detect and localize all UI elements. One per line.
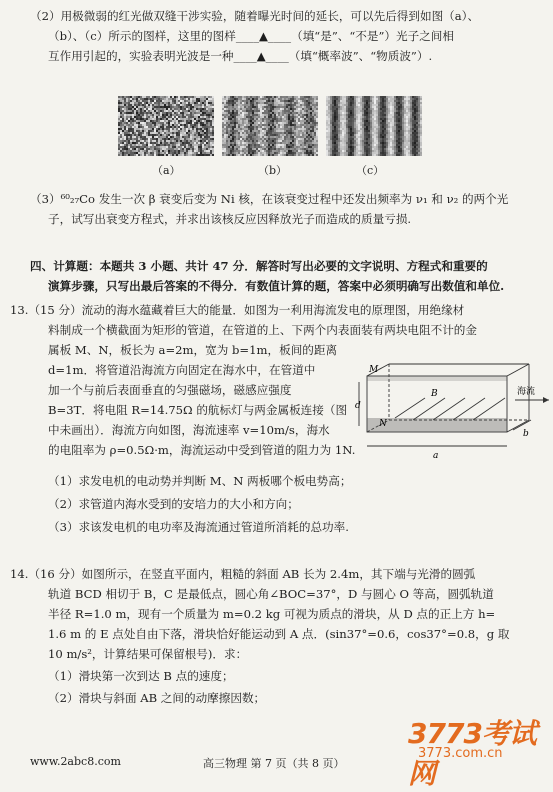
text-line: 演算步骤，只写出最后答案的不得分．有数值计算的题，答案中必须明确写出数值和单位. — [48, 279, 505, 293]
text-line: 属板 M、N，板长为 a=2m，宽为 b=1m，板间的距离 — [48, 343, 338, 357]
field-line — [433, 398, 465, 420]
field-line — [413, 398, 445, 420]
footer-site: www.2abc8.com — [30, 755, 121, 768]
figure-a-caption: （a） — [152, 164, 181, 177]
text-line: （2）求管道内海水受到的安培力的大小和方向； — [48, 497, 299, 511]
fringe-pattern — [118, 96, 214, 156]
figure-c-image — [326, 96, 422, 156]
text-line: （b）、（c）所示的图样，这里的图样____▲____（填“是”、“不是”）光子之间相 — [48, 29, 454, 43]
fringe-pattern — [326, 96, 422, 156]
text-line: 子，试写出衰变方程式，并求出该核反应因释放光子而造成的质量亏损. — [48, 212, 412, 226]
watermark-logo — [408, 712, 553, 792]
text-line: 中未画出）．海流方向如图，海流速率 v=10m/s，海水 — [48, 423, 330, 437]
text-line: （2）滑块与斜面 AB 之间的动摩擦因数； — [48, 691, 266, 705]
label-m: M — [369, 365, 379, 375]
label-b: b — [523, 429, 529, 439]
label-d: d — [355, 401, 361, 411]
text-line: 互作用引起的，实验表明光波是一种____▲____（填“概率波”、“物质波”）. — [48, 49, 433, 63]
text-line: 轨道 BCD 相切于 B，C 是最低点，圆心角∠BOC=37°，D 与圆心 O 等高，圆弧轨道 — [48, 587, 494, 601]
figure-c-caption: （c） — [356, 164, 385, 177]
watermark-sub: 3773.com.cn — [418, 746, 503, 761]
pipe-edge — [507, 364, 529, 376]
text-line: （1）求发电机的电动势并判断 M、N 两板哪个板电势高； — [48, 474, 352, 488]
figure-b-image — [222, 96, 318, 156]
text-line: 加一个与前后表面垂直的匀强磁场，磁感应强度 — [48, 383, 292, 397]
figure-a-image — [118, 96, 214, 156]
flow-arrowhead — [543, 397, 549, 403]
text-line: d=1m．将管道沿海流方向固定在海水中，在管道中 — [48, 363, 316, 377]
label-n: N — [379, 419, 387, 429]
plate-n — [367, 418, 507, 432]
text-line: B=3T．将电阻 R=14.75Ω 的航标灯与两金属板连接（图 — [48, 403, 348, 417]
text-line: 10 m/s²，计算结果可保留根号)．求： — [48, 647, 248, 661]
label-a: a — [433, 451, 439, 461]
pipe-diagram — [355, 358, 551, 466]
text-line: 四、计算题：本题共 3 小题、共计 47 分．解答时写出必要的文字说明、方程式和重要的 — [30, 259, 488, 273]
text-line: 的电阻率为 ρ=0.5Ω·m，海流运动中受到管道的阻力为 1N. — [48, 443, 356, 457]
field-line — [453, 398, 485, 420]
footer-page-number: 高三物理 第 7 页（共 8 页） — [203, 757, 345, 770]
text-line: 半径 R=1.0 m，现有一个质量为 m=0.2 kg 可视为质点的滑块，从 D 点的正上方 h= — [48, 607, 496, 621]
interference-figures — [118, 96, 430, 156]
fringe-pattern — [222, 96, 318, 156]
plate-m — [367, 376, 507, 381]
label-field-b: B — [431, 389, 438, 399]
text-line: （2）用极微弱的红光做双缝干涉实验，随着曝光时间的延长，可以先后得到如图（a）、 — [30, 9, 480, 23]
text-line: （3）求该发电机的电功率及海流通过管道所消耗的总功率. — [48, 520, 349, 534]
field-line — [473, 398, 505, 420]
watermark-main: 3773考试网 — [408, 717, 536, 790]
text-line: （3）⁶⁰₂₇Co 发生一次 β 衰变后变为 Ni 核，在该衰变过程中还发出频率为 ν₁ 和 ν₂ 的两个光 — [30, 192, 509, 206]
text-line: 14.（16 分）如图所示，在竖直平面内，粗糙的斜面 AB 长为 2.4m，其下端与光滑的圆弧 — [10, 567, 476, 581]
text-line: 料制成一个横截面为矩形的管道，在管道的上、下两个内表面装有两块电阻不计的金 — [48, 323, 477, 337]
text-line: 13.（15 分）流动的海水蕴藏着巨大的能量．如图为一利用海流发电的原理图，用绝缘材 — [10, 303, 465, 317]
label-flow: 海流 — [517, 387, 536, 397]
text-line: （1）滑块第一次到达 B 点的速度； — [48, 669, 234, 683]
figure-b-caption: （b） — [258, 164, 288, 177]
text-line: 1.6 m 的 E 点处自由下落，滑块恰好能运动到 A 点．(sin37°=0.6，cos37°=0.8，g 取 — [48, 627, 510, 641]
